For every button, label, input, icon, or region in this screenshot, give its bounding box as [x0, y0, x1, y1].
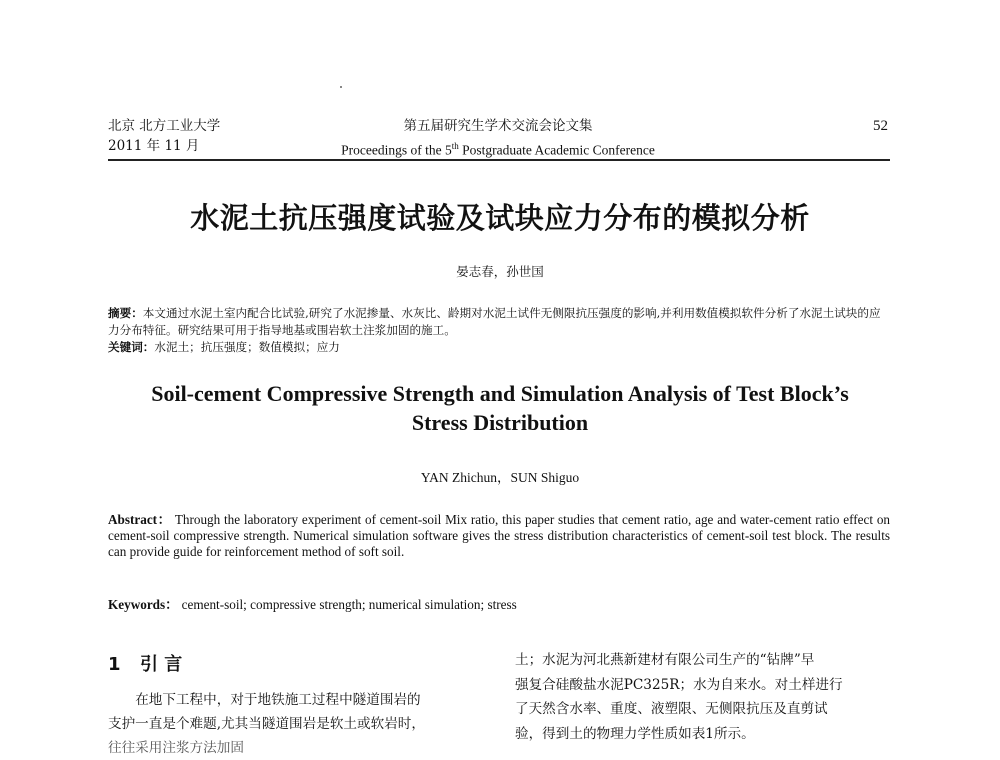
- body-column-left: [108, 688, 493, 760]
- paper-title-en: [100, 379, 900, 437]
- abstract-cn-text: 本文通过水泥土室内配合比试验,研究了水泥掺量、水灰比、龄期对水泥土试件无侧限抗压强度的影响,并利用数值模拟软件分析了水泥土试块的应力分布特征。研究结果可用于指导地基或围岩软土注浆加固的施工。: [108, 306, 881, 337]
- keywords-en: [108, 594, 890, 613]
- running-header: [108, 116, 888, 160]
- abstract-en-label: Abstract: [108, 512, 158, 527]
- header-institution: 北京 北方工业大学: [108, 118, 221, 134]
- authors-cn: 晏志春，孙世国: [456, 264, 544, 279]
- header-proceedings-en-post: Postgraduate Academic Conference: [458, 142, 655, 158]
- body-left-line-cut: 往往采用注浆方法加固: [108, 740, 244, 756]
- scan-speck: [340, 86, 342, 88]
- section-title: 引 言: [140, 654, 183, 675]
- abstract-cn-label: 摘要：: [108, 306, 143, 320]
- body-right-line: 强复合硅酸盐水泥PC325R；水为自来水。对土样进行: [515, 676, 843, 693]
- abstract-cn-paragraph: [108, 305, 890, 339]
- keywords-cn-label: 关键词：: [108, 340, 155, 354]
- abstract-en-text: Through the laboratory experiment of cement-soil Mix ratio, this paper studies that cement ratio, age and water-cement ratio effect on cement-soil compressive strength. Numerical simulation software gives the stress distribution characteristics of cement-soil test block. The results can provide guide for reinforcement method of soft soil.: [108, 512, 891, 559]
- paper-title-cn: 水泥土抗压强度试验及试块应力分布的模拟分析: [190, 201, 810, 235]
- header-date: 2011 年 11 月: [108, 138, 200, 154]
- header-rule: [108, 159, 890, 161]
- keywords-cn-paragraph: [108, 339, 890, 356]
- abstract-cn: [108, 305, 890, 356]
- keywords-en-label: Keywords: [108, 597, 166, 612]
- paper-title-en-line1: Soil-cement Compressive Strength and Simulation Analysis of Test Block’s: [151, 381, 849, 406]
- paper-title-en-line2: Stress Distribution: [411, 410, 589, 435]
- body-left-line: 支护一直是个难题,尤其当隧道围岩是软土或软岩时，: [108, 716, 425, 732]
- keywords-cn-text: 水泥土；抗压强度；数值模拟；应力: [154, 340, 340, 354]
- abstract-en: [108, 512, 890, 560]
- header-proceedings-en-sup: th: [451, 141, 459, 151]
- header-proceedings-en-pre: Proceedings of the 5: [341, 142, 452, 158]
- header-center: [108, 116, 888, 161]
- body-right-line: 了天然含水率、重度、液塑限、无侧限抗压及直剪试: [515, 701, 828, 717]
- body-left-line: 在地下工程中，对于地铁施工过程中隧道围岩的: [135, 692, 421, 708]
- section-heading: [108, 650, 182, 676]
- keywords-en-colon: ：: [165, 597, 179, 612]
- body-right-line: 土；水泥为河北燕新建材有限公司生产的“钻牌”早: [515, 652, 815, 668]
- header-proceedings-en: [108, 136, 888, 161]
- section-number: 1: [108, 654, 121, 675]
- keywords-en-text: cement-soil; compressive strength; numerical simulation; stress: [181, 597, 517, 612]
- body-column-right: [515, 648, 893, 746]
- page-number: 52: [873, 118, 888, 134]
- authors-en: YAN Zhichun，SUN Shiguo: [420, 470, 580, 485]
- abstract-en-colon: ：: [157, 512, 172, 527]
- header-proceedings-cn: 第五届研究生学术交流会论文集: [403, 118, 593, 134]
- body-right-line: 验，得到土的物理力学性质如表1所示。: [515, 725, 755, 742]
